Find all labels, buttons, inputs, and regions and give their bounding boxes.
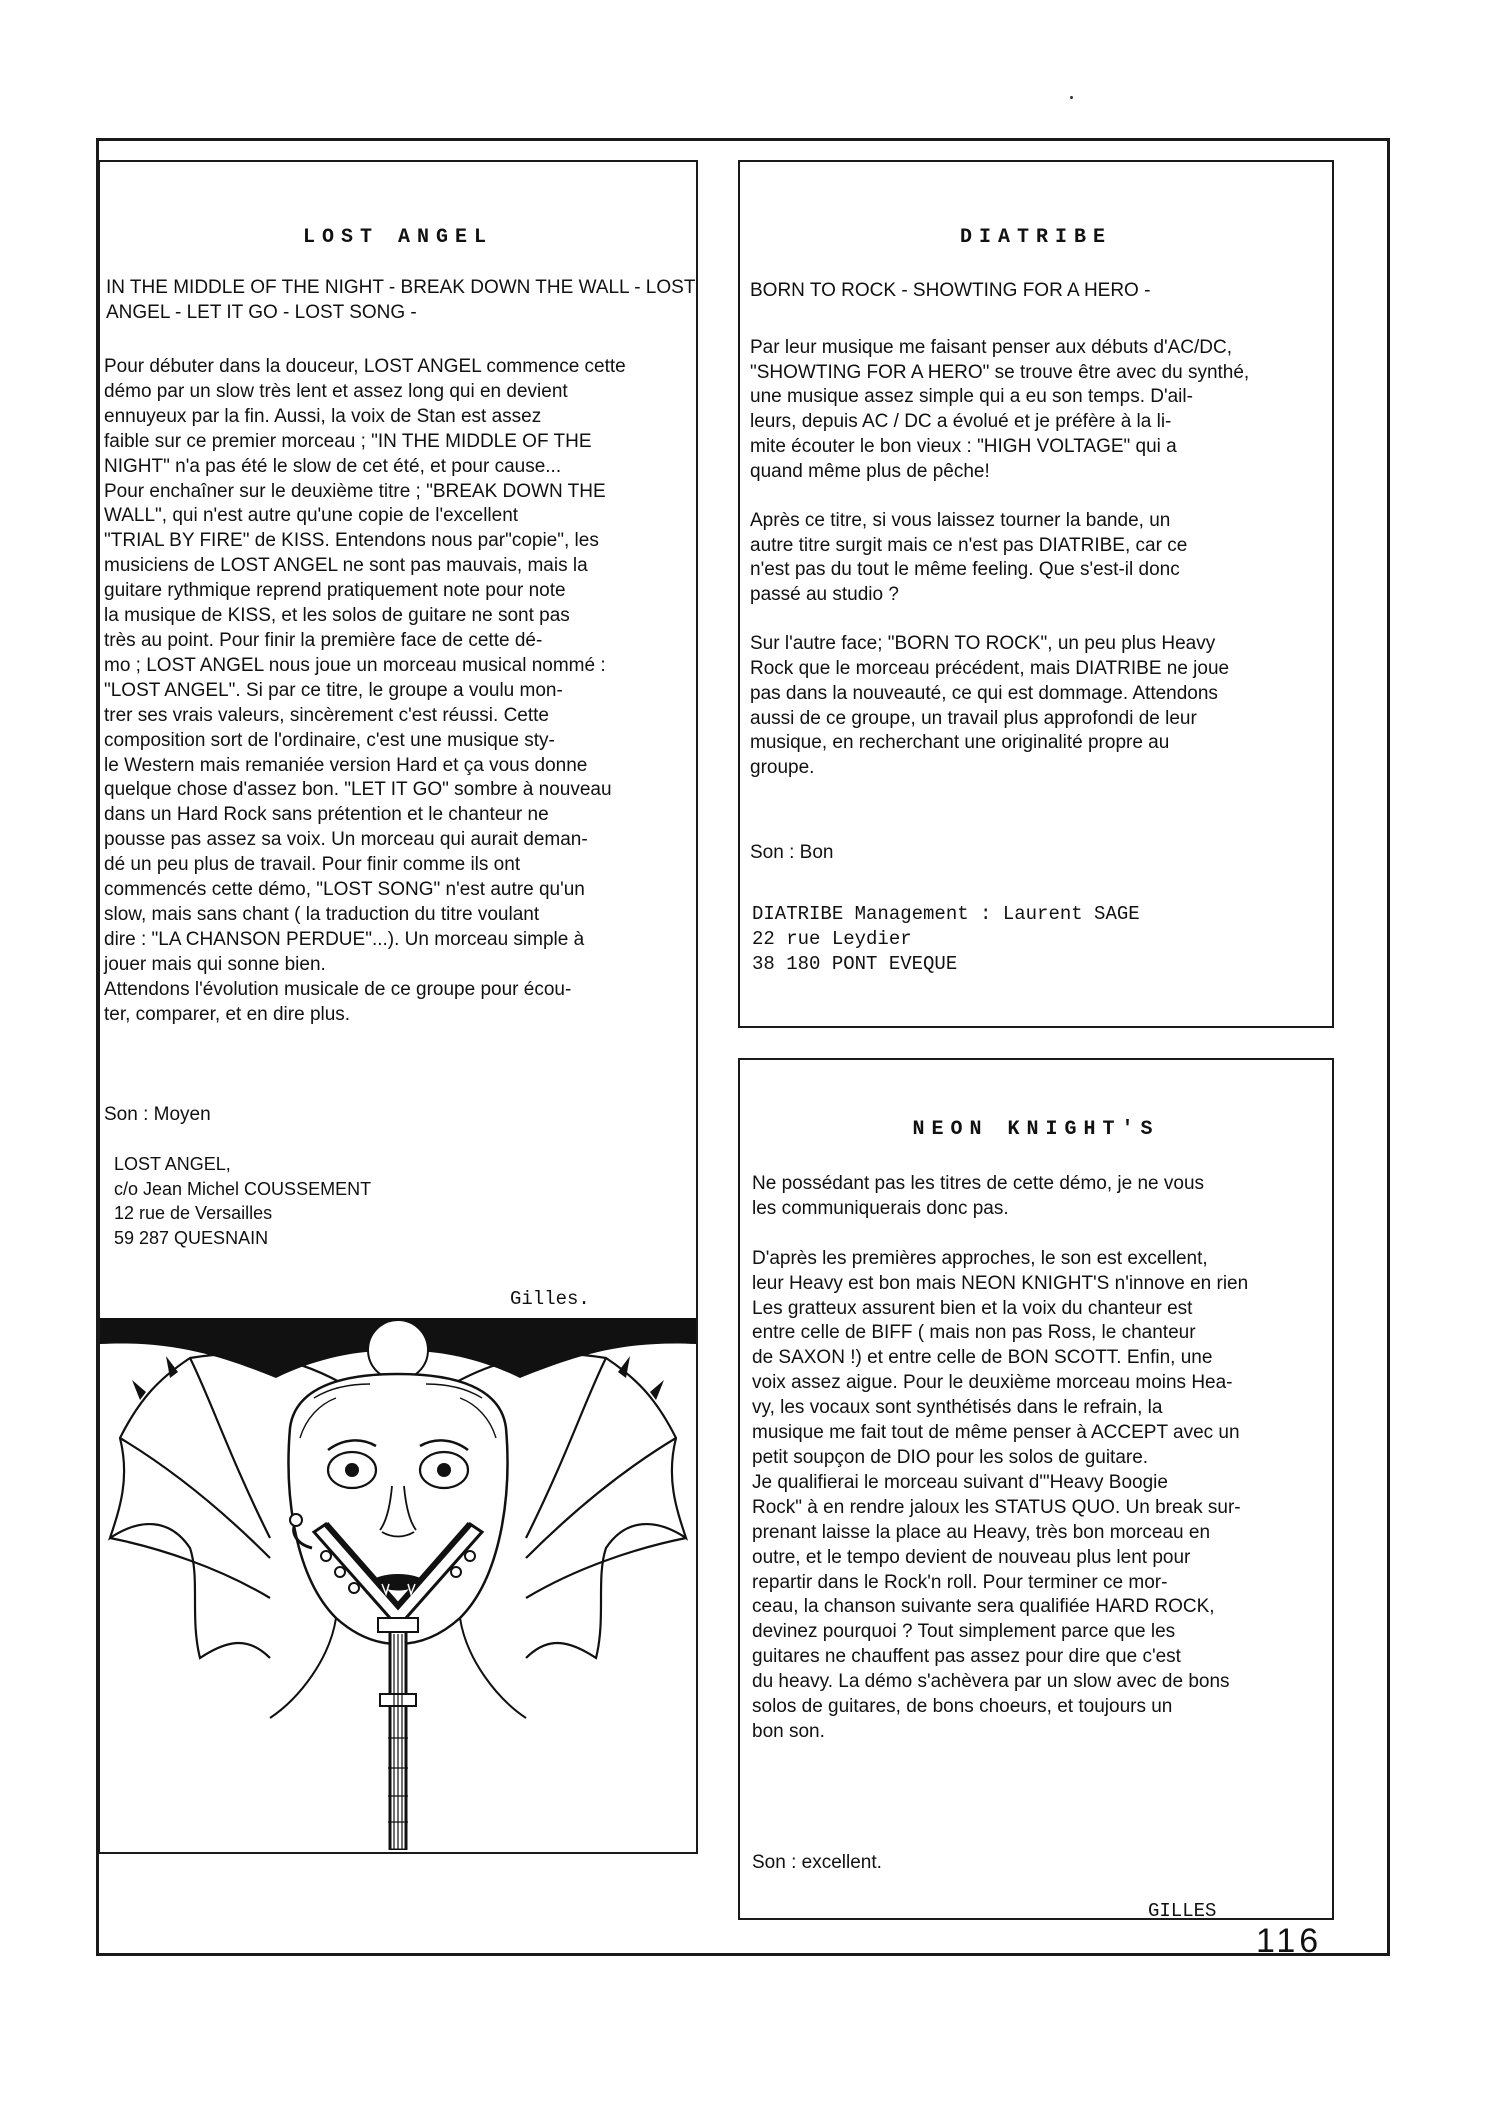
lost-angel-address: LOST ANGEL, c/o Jean Michel COUSSEMENT 12 rue de Versailles 59 287 QUESNAIN [114, 1154, 372, 1248]
diatribe-rating: Son : Bon [750, 842, 834, 863]
speck [1070, 96, 1073, 99]
lost-angel-rating: Son : Moyen [104, 1104, 211, 1125]
neon-knights-rating: Son : excellent. [752, 1852, 882, 1873]
page-number: 116 [1256, 1922, 1323, 1960]
lost-angel-signature: Gilles. [510, 1288, 590, 1310]
lost-angel-tracklist: IN THE MIDDLE OF THE NIGHT - BREAK DOWN THE WALL - LOST ANGEL - LET IT GO - LOST SONG - [106, 277, 696, 323]
lost-angel-review: Pour débuter dans la douceur, LOST ANGEL commence cette démo par un slow très lent et assez long qui en devient ennuyeux par la fin. Aussi, la voix de Stan est assez faible sur ce premier morceau ; "IN THE MIDDLE OF THE NIGHT" n'a pas été le slow de cet été, et pour cause... Pour enchaîner sur le deuxième titre ; "BREAK DOWN THE WALL", qui n'est autre qu'une copie de l'excellent "TRIAL BY FIRE" de KISS. Entendons nous par"copie", les musiciens de LOST ANGEL ne sont pas mauvais, mais la guitare rythmique reprend pratiquement note pour note la musique de KISS, et les solos de guitare ne sont pas très au point. Pour finir la première face de cette dé- mo ; LOST ANGEL nous joue un morceau musical nommé : "LOST ANGEL". Si par ce titre, le groupe a voulu mon- trer ses vrais valeurs, sincèrement c'est réussi. Cette composition sort de l'ordinaire, c'est une musique sty- le Western mais remaniée version Hard et ça vous donne quelque chose d'assez bon. "LET IT GO" sombre à nouveau dans un Hard Rock sans prétention et le chanteur ne pousse pas assez sa voix. Un morceau qui aurait deman- dé un peu plus de travail. Pour finir comme ils ont commencés cette démo, "LOST SONG" n'est autre qu'un slow, mais sans chant ( la traduction du titre voulant dire : "LA CHANSON PERDUE"...). Un morceau simple à jouer mais qui sonne bien. Attendons l'évolution musicale de ce groupe pour écou- ter, comparer, et en dire plus. [104, 356, 626, 1025]
diatribe-review: Par leur musique me faisant penser aux débuts d'AC/DC, "SHOWTING FOR A HERO" se trouve être avec du synthé, une musique assez simple qui a eu son temps. D'ail- leurs, depuis AC / DC a évolué et je préfère à la li- mite écouter le bon vieux : "HIGH VOLTAGE" qui a quand même plus de pêche! Après ce titre, si vous laissez tourner la bande, un autre titre surgit mais ce n'est pas DIATRIBE, car ce n'est pas du tout le même feeling. Que s'est-il donc passé au studio ? Sur l'autre face; "BORN TO ROCK", un peu plus Heavy Rock que le morceau précédent, mais DIATRIBE ne joue pas dans la nouveauté, ce qui est dommage. Attendons aussi de ce groupe, un travail plus approfondi de leur musique, en recherchant une originalité propre au groupe. [750, 337, 1250, 778]
diatribe-tracklist: BORN TO ROCK - SHOWTING FOR A HERO - [750, 280, 1151, 301]
neon-knights-review: Ne possédant pas les titres de cette démo, je ne vous les communiquerais donc pas. D'après les premières approches, le son est excellent, leur Heavy est bon mais NEON KNIGHT'S n'innove en rien Les gratteux assurent bien et la voix du chanteur est entre celle de BIFF ( mais non pas Ross, le chanteur de SAXON !) et entre celle de BON SCOTT. Enfin, une voix assez aigue. Pour le deuxième morceau moins Hea- vy, les vocaux sont synthétisés dans le refrain, la musique me fait tout de même penser à ACCEPT avec un petit soupçon de DIO pour les solos de guitare. Je qualifierai le morceau suivant d'"Heavy Boogie Rock" à en rendre jaloux les STATUS QUO. Un break sur- prenant laisse la place au Heavy, très bon morceau en outre, et le tempo devient de nouveau plus lent pour repartir dans le Rock'n roll. Pour terminer ce mor- ceau, la chanson suivante sera qualifiée HARD ROCK, devinez pourquoi ? Tout simplement parce que les guitares ne chauffent pas assez pour dire que c'est du heavy. La démo s'achèvera par un slow avec de bons solos de guitares, de bons choeurs, et toujours un bon son. [752, 1173, 1249, 1742]
diatribe-address: DIATRIBE Management : Laurent SAGE 22 rue Leydier 38 180 PONT EVEQUE [752, 903, 1140, 975]
neon-knights-signature: GILLES [1148, 1900, 1217, 1922]
diatribe-title: DIATRIBE [959, 226, 1112, 249]
neon-knights-title: NEON KNIGHT'S [912, 1118, 1160, 1141]
bat-winged-figure-illustration [100, 1318, 696, 1850]
lost-angel-title: LOST ANGEL [302, 226, 494, 249]
